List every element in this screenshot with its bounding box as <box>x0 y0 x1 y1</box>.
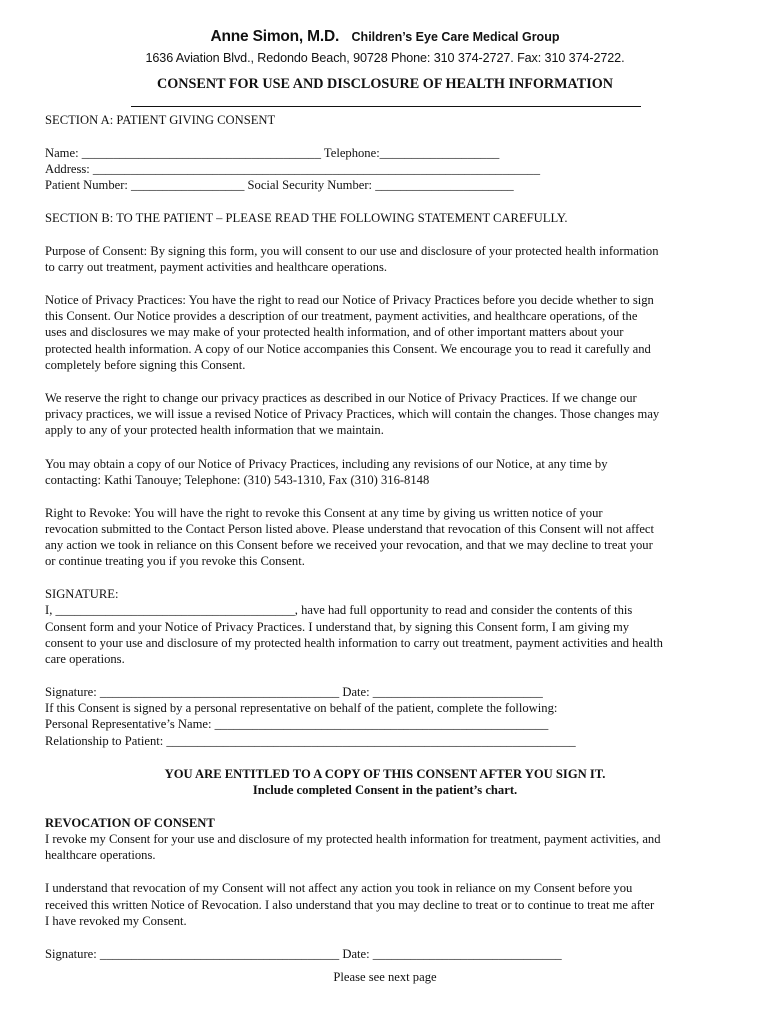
obtain-line-2: contacting: Kathi Tanouye; Telephone: (310) 543-1310, Fax (310) 316-8148 <box>45 473 430 487</box>
reserve-line-1: We reserve the right to change our privacy practices as described in our Notice of Privacy Practices. If we change our <box>45 391 637 405</box>
entitled-notice: YOU ARE ENTITLED TO A COPY OF THIS CONSENT AFTER YOU SIGN IT. <box>164 767 606 781</box>
revocation-p2-line-2: received this written Notice of Revocation. I also understand that you may decline to treat or to continue to treat me after <box>45 898 655 912</box>
chart-instruction: Include completed Consent in the patient’s chart. <box>252 783 518 797</box>
practice-address: 1636 Aviation Blvd., Redondo Beach, 90728 Phone: 310 374-2727. Fax: 310 374-2722. <box>145 51 625 65</box>
acknowledgement-line-2: Consent form and your Notice of Privacy Practices. I understand that, by signing this Consent form, I am giving my <box>45 620 630 634</box>
form-title: CONSENT FOR USE AND DISCLOSURE OF HEALTH INFORMATION <box>156 76 614 92</box>
next-page-note: Please see next page <box>333 970 437 984</box>
signature-date-field[interactable]: Signature: ______________________________________ Date: ___________________________ <box>45 685 543 699</box>
acknowledgement-line-1[interactable]: I, ______________________________________, have had full opportunity to read and consider the contents of this <box>45 603 633 617</box>
acknowledgement-line-4: care operations. <box>45 652 125 666</box>
revocation-heading: REVOCATION OF CONSENT <box>45 816 215 830</box>
notice-line-4: protected health information. A copy of our Notice accompanies this Consent. We encourage you to read it carefully and <box>45 342 651 356</box>
name-telephone-field[interactable]: Name: ______________________________________ Telephone:___________________ <box>45 146 500 160</box>
notice-line-5: completely before signing this Consent. <box>45 358 246 372</box>
doctor-name: Anne Simon, M.D. <box>210 28 340 45</box>
revoke-line-1: Right to Revoke: You will have the right to revoke this Consent at any time by giving us written notice of your <box>45 506 603 520</box>
revocation-signature-date-field[interactable]: Signature: ______________________________________ Date: ______________________________ <box>45 947 562 961</box>
title-rule <box>131 106 641 107</box>
notice-line-1: Notice of Privacy Practices: You have the right to read our Notice of Privacy Practices before you decide whether to sign <box>45 293 654 307</box>
revocation-p2-line-3: I have revoked my Consent. <box>45 914 187 928</box>
revocation-p1-line-1: I revoke my Consent for your use and disclosure of my protected health information for treatment, payment activities, and <box>45 832 661 846</box>
letterhead <box>0 28 770 46</box>
patient-number-ssn-field[interactable]: Patient Number: __________________ Social Security Number: ______________________ <box>45 178 514 192</box>
purpose-line-1: Purpose of Consent: By signing this form, you will consent to our use and disclosure of your protected health information <box>45 244 659 258</box>
address-field[interactable]: Address: _______________________________________________________________________ <box>45 162 540 176</box>
representative-name-field[interactable]: Personal Representative’s Name: _____________________________________________________ <box>45 717 549 731</box>
acknowledgement-line-3: consent to your use and disclosure of my protected health information to carry out treatment, payment activities and health <box>45 636 663 650</box>
section-b-heading: SECTION B: TO THE PATIENT – PLEASE READ THE FOLLOWING STATEMENT CAREFULLY. <box>45 211 568 225</box>
revoke-line-2: revocation submitted to the Contact Person listed above. Please understand that revocation of this Consent will not affect <box>45 522 655 536</box>
notice-line-2: this Consent. Our Notice provides a description of our treatment, payment activities, and healthcare operations, of the <box>45 309 638 323</box>
group-name: Children’s Eye Care Medical Group <box>351 30 560 44</box>
revoke-line-3: any action we took in reliance on this Consent before we received your revocation, and that we may decline to treat your <box>45 538 653 552</box>
purpose-line-2: to carry out treatment, payment activities and healthcare operations. <box>45 260 387 274</box>
reserve-line-2: privacy practices, we will issue a revised Notice of Privacy Practices, which will contain the changes. Those changes may <box>45 407 660 421</box>
revoke-line-4: or continue treating you if you revoke this Consent. <box>45 554 305 568</box>
obtain-line-1: You may obtain a copy of our Notice of Privacy Practices, including any revisions of our Notice, at any time by <box>45 457 608 471</box>
relationship-field[interactable]: Relationship to Patient: _________________________________________________________________ <box>45 734 576 748</box>
representative-instruction: If this Consent is signed by a personal representative on behalf of the patient, complete the following: <box>45 701 558 715</box>
revocation-p1-line-2: healthcare operations. <box>45 848 156 862</box>
section-a-heading: SECTION A: PATIENT GIVING CONSENT <box>45 113 276 127</box>
signature-heading: SIGNATURE: <box>45 587 119 601</box>
revocation-p2-line-1: I understand that revocation of my Consent will not affect any action you took in reliance on my Consent before you <box>45 881 633 895</box>
notice-line-3: uses and disclosures we may make of your protected health information, and of other important matters about your <box>45 325 624 339</box>
reserve-line-3: apply to any of your protected health information that we maintain. <box>45 423 384 437</box>
